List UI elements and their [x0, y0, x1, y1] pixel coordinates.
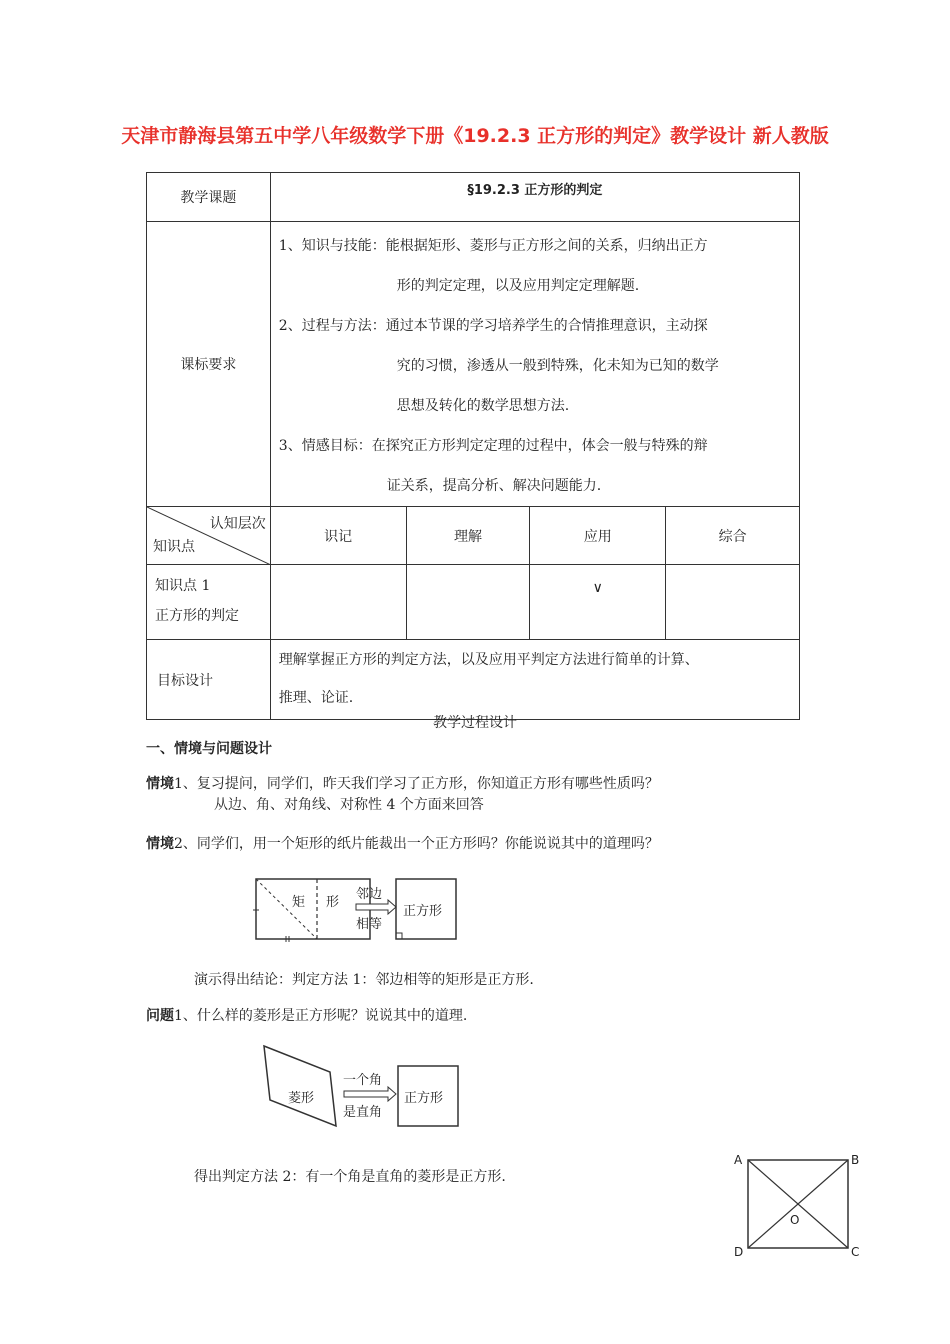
rect-label-a: 矩: [292, 895, 306, 910]
scenario-1-line-2: 从边、角、对角线、对称性 4 个方面来回答: [214, 797, 484, 813]
figure-rhombus-to-square: [258, 1040, 468, 1130]
level-recall: 识记: [324, 528, 353, 545]
conclusion-1: 演示得出结论：判定方法 1：邻边相等的矩形是正方形.: [194, 972, 534, 988]
arrow-1: [356, 900, 396, 914]
knowledge-point-cell: [147, 565, 271, 640]
level-apply: 应用: [583, 528, 612, 545]
scenario-2: [146, 833, 659, 853]
goal-label: 目标设计: [157, 672, 213, 689]
scenario-1: [146, 773, 659, 793]
scenario-2-label: 情境: [146, 836, 174, 852]
req-item-2-rest-2: 思想及转化的数学思想方法.: [396, 398, 570, 414]
figure-rectangle-to-square: [250, 870, 470, 950]
square-label-1: 正方形: [403, 904, 443, 919]
arrow-top-label-1: 邻边: [356, 887, 383, 902]
req-item-3-first: 3、情感目标：在探究正方形判定定理的过程中，体会一般与特殊的辩: [278, 438, 708, 454]
vertex-d: D: [734, 1245, 744, 1259]
question-1-label: 问题: [146, 1008, 174, 1024]
question-1-text: 1、什么样的菱形是正方形呢？说说其中的道理.: [174, 1008, 468, 1024]
rect-diagonal-dashed: [256, 879, 317, 939]
goal-line-1: 理解掌握正方形的判定方法，以及应用平判定方法进行简单的计算、: [278, 652, 699, 668]
vertex-a: A: [734, 1153, 743, 1167]
req-item-1-first: 1、知识与技能：能根据矩形、菱形与正方形之间的关系，归纳出正方: [278, 238, 708, 254]
check-mark: ∨: [592, 580, 603, 596]
kp-apply-cell: [530, 565, 666, 640]
goal-label-cell: [147, 640, 271, 720]
arrow-top-label-2: 一个角: [343, 1073, 383, 1088]
level-understand-cell: [406, 507, 530, 565]
scenario-1-text: 1、复习提问，同学们，昨天我们学习了正方形，你知道正方形有哪些性质吗？: [174, 776, 659, 792]
vertex-b: B: [851, 1153, 860, 1167]
header-top-label: 认知层次: [209, 516, 266, 532]
req-item-3-rest: 证关系，提高分析、解决问题能力.: [386, 478, 602, 494]
scenario-2-text: 2、同学们，用一个矩形的纸片能裁出一个正方形吗？你能说说其中的道理吗？: [174, 836, 659, 852]
rect-label-b: 形: [326, 895, 340, 910]
req-item-1-rest: 形的判定定理，以及应用判定定理解题.: [396, 278, 640, 294]
req-label-cell: [147, 222, 271, 507]
conclusion-2: 得出判定方法 2：有一个角是直角的菱形是正方形.: [194, 1169, 506, 1185]
req-item-2-first: 2、过程与方法：通过本节课的学习培养学生的合情推理意识，主动探: [278, 318, 708, 334]
kp-recall-cell: [270, 565, 406, 640]
center-o: O: [790, 1213, 800, 1227]
kp-line-2: 正方形的判定: [155, 608, 239, 624]
goal-line-2: 推理、论证.: [278, 690, 354, 706]
arrow-bottom-label-2: 是直角: [343, 1105, 383, 1120]
req-content-cell: [270, 222, 799, 507]
topic-value-cell: [270, 173, 799, 222]
question-1: [146, 1005, 467, 1025]
topic-value: §19.2.3 正方形的判定: [467, 183, 603, 198]
diagonal-header-cell: [147, 507, 271, 565]
right-angle-mark: [396, 933, 402, 939]
section-1-heading: 一、情境与问题设计: [146, 741, 272, 757]
kp-line-1: 知识点 1: [155, 578, 211, 594]
process-title: 教学过程设计: [433, 715, 517, 731]
arrow-bottom-label-1: 相等: [356, 917, 383, 932]
arrow-2: [344, 1087, 396, 1101]
header-bottom-label: 知识点: [153, 539, 195, 555]
level-integrate-cell: [666, 507, 800, 565]
goal-content-cell: [270, 640, 799, 720]
topic-label: 教学课题: [180, 190, 237, 206]
kp-understand-cell: [406, 565, 530, 640]
rhombus-shape: [264, 1046, 336, 1126]
req-label: 课标要求: [180, 357, 237, 373]
topic-label-cell: [147, 173, 271, 222]
kp-integrate-cell: [666, 565, 800, 640]
rect-shape: [256, 879, 370, 939]
level-recall-cell: [270, 507, 406, 565]
rhombus-label: 菱形: [288, 1091, 315, 1106]
vertex-c: C: [851, 1245, 860, 1259]
scenario-1-label: 情境: [146, 776, 174, 792]
square-label-2: 正方形: [404, 1091, 444, 1106]
figure-square-abcd: [730, 1148, 870, 1264]
level-understand: 理解: [453, 528, 482, 545]
level-apply-cell: [530, 507, 666, 565]
level-integrate: 综合: [718, 528, 747, 545]
req-item-2-rest-1: 究的习惯，渗透从一般到特殊，化未知为已知的数学: [396, 358, 719, 374]
lesson-table: [146, 172, 800, 720]
document-title: 天津市静海县第五中学八年级数学下册《19.2.3 正方形的判定》教学设计 新人教版: [121, 125, 829, 147]
